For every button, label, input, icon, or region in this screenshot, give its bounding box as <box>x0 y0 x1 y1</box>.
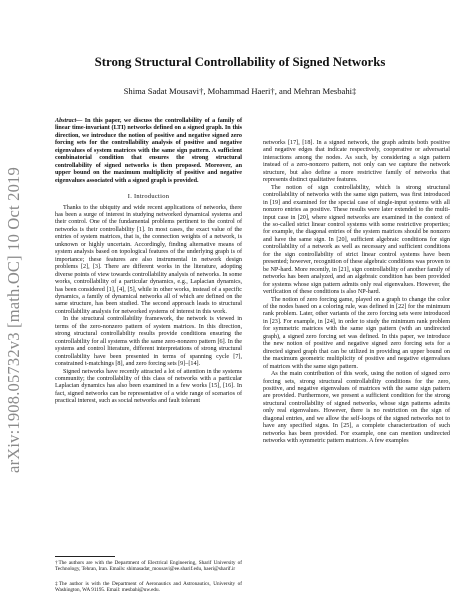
right-column <box>263 140 450 446</box>
intro-paragraph-6: The notion of zero forcing game, played on a graph to change the color of the nodes based on a coloring rule, was defined in [22] for the minimum rank problem. Later, other variants of the zero forcing sets were introduced in [23]. For example, in [24], in order to study the minimum rank problem for symmetric matrices with the same sign pattern (with an undirected graph), a signed zero forcing set was defined. In this paper, we introduce the new notion of positive and negative signed zero forcing sets for a directed signed graph that can be utilized in providing an upper bound on the maximum geometric multiplicity of positive and negative eigenvalues of matrices with the same sign pattern. <box>263 296 450 370</box>
intro-paragraph-1: Thanks to the ubiquity and wide recent applications of networks, there has been a surge of interest in studying networked dynamical systems and their control. One of the fundamental problems pertinent to the control of networks is their controllability [1]. In most cases, the exact value of the entries of system matrices, that is, the connection weights of a network, is unknown or highly uncertain. Accordingly, finding alternative means of system analysis based on topological features of the underlying graph is of importance; these features are also instrumental in network design problems [2], [3]. There are different works in the literature, adopting diverse points of view towards controllability analysis of networks. In some works, controllability of a particular dynamics, e.g., Laplacian dynamics, has been considered [1], [4], [5], while in other works, instead of a specific dynamics, a family of dynamical networks all of which are defined on the same structure, has been studied. The second approach leads to structural controllability analysis for networked systems of interest in this work. <box>55 204 242 315</box>
footnote-rule <box>55 556 115 557</box>
intro-paragraph-7: As the main contribution of this work, using the notion of signed zero forcing sets, strong structural controllability conditions for the zero, positive, and negative eigenvalues of matrices with the same sign pattern are provided. Furthermore, we present a sufficient condition for the strong structural controllability of signed networks, whose sign patterns admits only real eigenvalues. However, there is no restriction on the sign of diagonal entries, and we allow the self-loops of the signed networks not to have any specified signs. In [25], a complete characterization of such networks has been provided. For example, one can mention undirected networks with symmetric pattern matrices. A few examples <box>263 371 450 445</box>
section-heading-introduction: I. Introduction <box>127 193 170 201</box>
abstract-text: In this paper, we discuss the controllability of a family of linear time-invariant (LTI) networks defined on a signed graph. In this direction, we introduce the notion of positive and negative signed zero forcing sets for the controllability analysis of positive and negative eigenvalues of system matrices with the same sign pattern. A sufficient combinatorial condition that ensures the strong structural controllability of signed networks is then proposed. Moreover, an upper bound on the maximum multiplicity of positive and negative eigenvalues associated with a signed graph is provided. <box>55 118 242 184</box>
abstract <box>55 118 242 185</box>
footnote-affiliation-1: †The authors are with the Department of Electrical Engineering, Sharif University of Technology, Tehran, Iran. Emails: shimasadat_mousavi@ee.sharif.edu, haeri@sharif.ir <box>55 560 242 573</box>
intro-paragraph-3: Signed networks have recently attracted a lot of attention in the systems community; the controllability of this class of networks with a particular Laplacian dynamics has also been examined in a few works [15], [16]. In fact, signed networks can be representative of a wide range of scenarios of practical interest, such as social networks and fault tolerant <box>55 368 242 405</box>
left-column <box>55 118 242 406</box>
footnote-affiliation-2: ‡The author is with the Department of Aeronautics and Astronautics, University of Washington, WA 91195. Email: mesbahi@uw.edu. <box>55 581 242 594</box>
abstract-label: Abstract— <box>55 118 83 124</box>
paper-title: Strong Structural Controllability of Signed Networks <box>94 55 386 69</box>
intro-paragraph-2: In the structural controllability framework, the network is viewed in terms of the zero-nonzero pattern of system matrices. In this direction, strong structural controllability results provide conditions ensuring the controllability for all systems with the same zero-nonzero pattern [6]. In the systems and control literature, different interpretations of strong structural controllability have been presented in terms of spanning cycle [7], constrained t-matchings [8], and zero forcing sets [9]–[14]. <box>55 316 242 368</box>
arxiv-identifier-text: arXiv:1908.05732v3 [math.OC] 10 Oct 2019 <box>4 167 23 473</box>
intro-paragraph-4: networks [17], [18]. In a signed network, the graph admits both positive and negative edges that indicate respectively, cooperative or adversarial interactions among the nodes. As such, by considering a sign pattern instead of a zero-nonzero pattern, not only can we capture the network structure, but also define a more restrictive family of networks that represents distinct qualitative features. <box>263 140 450 184</box>
intro-paragraph-5: The notion of sign controllability, which is strong structural controllability of networks with the same sign pattern, was first introduced in [19] and examined for the special case of single-input systems with all nonzero entries as positive. These results were later extended to the multi-input case in [20], where signed networks are examined in the context of the so-called strict linear control systems with some restrictive properties; for example, the diagonal entries of the system matrices should be nonzero and have the same sign. In [20], sufficient algebraic conditions for sign controllability of a network as well as necessary and sufficient conditions for the sign controllability of strict linear control systems have been presented; however, recognition of these algebraic conditions was proven to be NP-hard. More recently, in [21], sign controllability of another family of networks has been analyzed, and an algebraic condition has been provided for systems whose sign pattern admits only real eigenvalues. However, the verification of these conditions is also NP-hard. <box>263 184 450 296</box>
arxiv-identifier <box>3 167 25 473</box>
author-list: Shima Sadat Mousavi†, Mohammad Haeri†, and Mehran Mesbahi‡ <box>123 86 357 96</box>
